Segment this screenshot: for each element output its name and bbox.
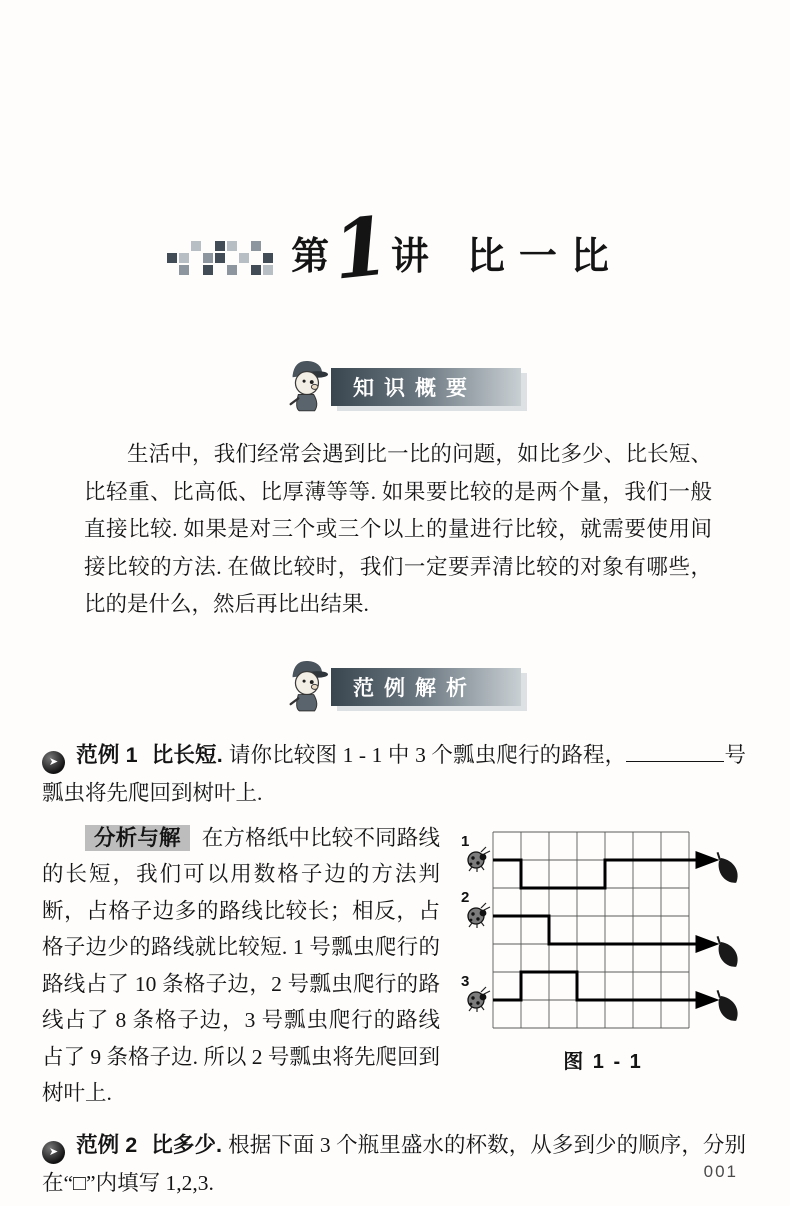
example1-heading — [42, 736, 746, 812]
title-suffix: 讲 — [390, 235, 431, 278]
leaf-3-icon — [707, 990, 744, 1023]
ladybug-1-icon — [468, 847, 490, 872]
page-number: 001 — [703, 1162, 738, 1181]
example1-title: 比长短. — [151, 742, 223, 767]
example-arrow-icon — [42, 1141, 65, 1164]
examples-banner-row — [283, 654, 790, 712]
lesson-title — [0, 198, 790, 298]
example1-text-before: 请你比较图 1 - 1 中 3 个瓢虫爬行的路程， — [228, 742, 627, 767]
example1-text-after: 号瓢虫将先爬回到树叶上. — [42, 742, 746, 805]
title-prefix: 第 — [291, 235, 332, 278]
knowledge-banner: 知识概要 — [331, 368, 521, 406]
knowledge-banner-row — [283, 354, 790, 412]
figure-caption: 图 1 - 1 — [563, 1050, 643, 1073]
figure-1-1 — [452, 822, 754, 1074]
example2-heading — [42, 1126, 746, 1202]
leaf-2-icon — [707, 936, 744, 969]
answer-blank — [626, 739, 724, 762]
ladybug-3-icon — [468, 987, 490, 1012]
analysis-text: 在方格纸中比较不同路线的长短，我们可以用数格子边的方法判断，占格子边多的路线比较长；相反，占格子边少的路线就比较短. 1 号瓢虫爬行的路线占了 10 条格子边，2 号瓢虫爬行的路线占了 8 条格子边，3 号瓢虫爬行的路线占了 9 条格子边. 所以 2 号瓢虫将先爬回到树叶上. — [42, 825, 440, 1105]
route-bug3 — [493, 972, 689, 1000]
route-bug1 — [493, 860, 689, 888]
bug2-label: 2 — [461, 888, 470, 906]
example1-analysis — [42, 820, 754, 1112]
figure-1-1-grid — [453, 822, 753, 1038]
example-arrow-icon — [42, 751, 65, 774]
examples-banner: 范例解析 — [331, 668, 521, 706]
analysis-label: 分析与解 — [85, 825, 190, 851]
example2-label: 范例 2 — [76, 1132, 138, 1157]
mascot-boy-icon — [283, 654, 329, 714]
ladybug-2-icon — [468, 903, 490, 928]
lesson-number: 1 — [328, 198, 394, 298]
knowledge-paragraph: 生活中，我们经常会遇到比一比的问题，如比多少、比长短、比轻重、比高低、比厚薄等等. 如果要比较的是两个量，我们一般直接比较. 如果是对三个或三个以上的量进行比较，就需要使用间接比较的方法. 在做比较时，我们一定要弄清比较的对象有哪些，比的是什么，然后再比出结果. — [84, 442, 712, 616]
bug1-label: 1 — [461, 832, 470, 850]
example2-text: 根据下面 3 个瓶里盛水的杯数，从多到少的顺序，分别在“□”内填写 1,2,3. — [42, 1132, 746, 1195]
example2-title: 比多少. — [151, 1132, 223, 1157]
example1-label: 范例 1 — [76, 742, 138, 767]
lesson-name: 比一比 — [466, 235, 623, 278]
mascot-boy-icon — [283, 354, 329, 414]
route-bug2 — [493, 916, 689, 944]
example-arrow-glyph: ➤ — [48, 755, 59, 768]
leaf-1-icon — [707, 852, 744, 885]
bug3-label: 3 — [461, 972, 470, 990]
pixel-pattern-decoration — [167, 241, 275, 277]
example-arrow-glyph: ➤ — [48, 1145, 59, 1158]
